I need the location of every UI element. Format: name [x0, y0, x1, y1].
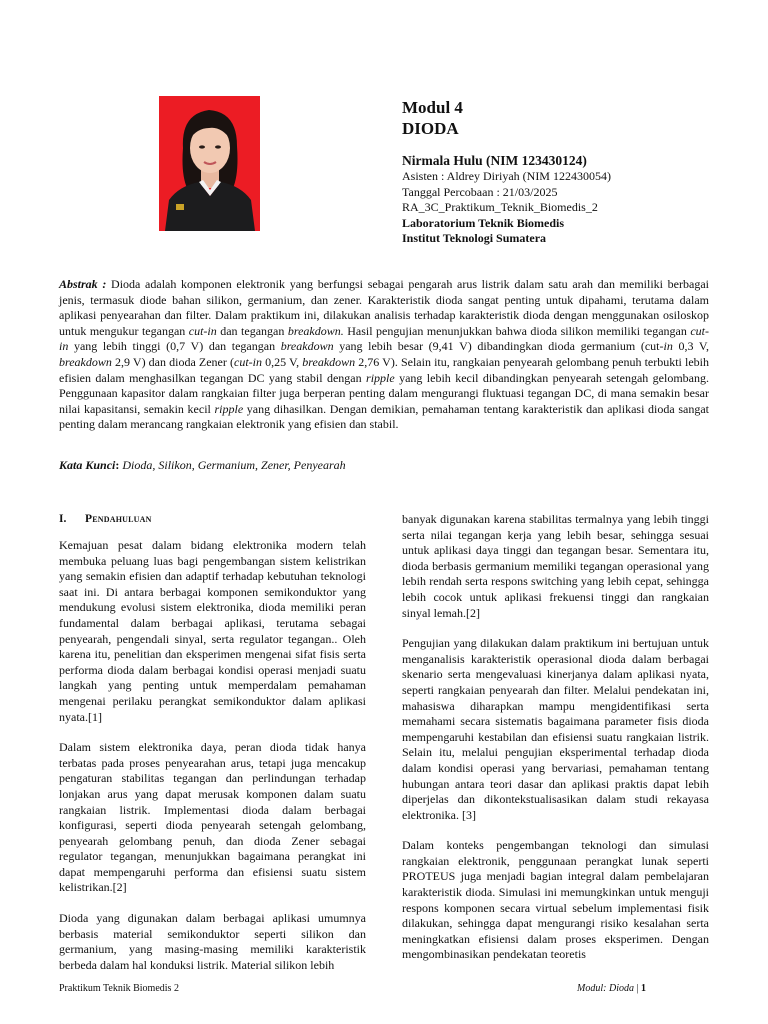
keywords-text: Dioda, Silikon, Germanium, Zener, Penyearah	[119, 458, 346, 472]
abstract-text: dan tegangan	[216, 323, 288, 338]
footer-page-info	[577, 983, 646, 995]
paragraph: Dalam sistem elektronika daya, peran dioda tidak hanya terbatas pada proses penyearahan arus, tetapi juga mencakup pengaturan stabilitas tegangan dan perlindungan terhadap lonjakan arus yang dapat merusak komponen dalam suatu rangkaian listrik. Implementasi dioda dalam berbagai konfigurasi, seperti dioda penyearah setengah gelombang, penyearah gelombang penuh, dan dioda Zener sebagai regulator tegangan, menunjukkan bagaimana perangkat ini dapat mempengaruhi performa dan efisiensi suatu sistem kelistrikan.[2]	[59, 740, 366, 895]
module-title: DIODA	[402, 119, 459, 138]
paragraph: Pengujian yang dilakukan dalam praktikum ini bertujuan untuk menganalisis karakteristik operasional dioda dalam berbagai skenario serta mengevaluasi kinerjanya dalam aplikasi nyata, seperti rangkaian penyearah dan filter. Melalui pendekatan ini, mahasiswa diharapkan mampu mengidentifikasi serta memahami secara sistematis bagaimana parameter fisis dioda mempengaruhi kestabilan dan efisiensi suatu rangkaian listrik. Selain itu, melalui pengujian eksperimental terhadap dioda dalam kondisi operasi yang bervariasi, pemahaman tentang hubungan antara teori dasar dan aplikasi praktis dapat lebih diperjelas dan dikontekstualisasikan dalam studi rekayasa elektronika. [3]	[402, 636, 709, 822]
abstract-text: 2,76 V). Selain itu, rangkaian penyearah gelombang penuh terbukti lebih efisien dalam menghasilkan tegangan DC yang stabil dengan	[59, 354, 710, 385]
section-heading-pendahuluan	[59, 512, 366, 526]
assistant-line: Asisten : Aldrey Diriyah (NIM 122430054)	[402, 169, 611, 183]
right-column	[402, 512, 709, 978]
section-number: I.	[59, 513, 67, 525]
abstract-text: 0,25 V,	[262, 354, 303, 369]
paragraph: Dalam konteks pengembangan teknologi dan simulasi rangkaian elektronik, penggunaan perangkat lunak seperti PROTEUS juga menjadi bagian integral dalam pembelajaran karakteristik dioda. Simulasi ini memungkinkan untuk menguji respons komponen secara virtual sebelum implementasi fisik dilakukan, sehingga dapat mengurangi risiko kesalahan serta meningkatkan efisiensi dalam proses eksperimen. Dengan mengombinasikan pendekatan teoretis	[402, 838, 709, 962]
abstract-text: 2,9 V) dan dioda Zener (	[111, 354, 234, 369]
section-title: Pendahuluan	[85, 513, 152, 525]
abstract-term: cut-in	[59, 323, 709, 354]
abstract-text: Hasil pengujian menunjukkan bahwa dioda silikon memiliki tegangan	[343, 323, 691, 338]
abstract-term: cut-in	[188, 323, 217, 338]
date-line: Tanggal Percobaan : 21/03/2025	[402, 184, 558, 199]
abstract-term: ripple	[214, 401, 244, 416]
abstract-label: Abstrak :	[59, 277, 107, 291]
keywords-colon: :	[115, 458, 120, 472]
institute-line: Institut Teknologi Sumatera	[402, 231, 547, 245]
abstract-text: yang lebih tinggi (0,7 V) dan tegangan	[68, 339, 281, 354]
footer-module-label: Modul: Dioda	[577, 983, 634, 994]
paragraph: Dioda yang digunakan dalam berbagai aplikasi umumnya berbasis material semikonduktor seperti silikon dan germanium, yang masing-masing memiliki karakteristik berbeda dalam hal konduksi listrik. Material silikon lebih	[59, 911, 366, 972]
page-number: 1	[641, 983, 646, 994]
abstract-text: 0,3 V,	[672, 339, 709, 354]
keywords-label: Kata Kunci	[59, 458, 116, 472]
module-number: Modul 4	[402, 98, 463, 117]
abstract-term: breakdown	[302, 354, 356, 369]
abstract-text: yang lebih kecil dibandingkan penyearah setengah gelombang. Penggunaan kapasitor dalam rangkaian filter juga berperan penting dalam mengurangi fluktuasi tegangan DC, di mana semakin besar nilai kapasitansi, semakin kecil	[59, 370, 709, 416]
keywords	[59, 457, 709, 473]
paper-header	[402, 97, 732, 247]
footer-course: Praktikum Teknik Biomedis 2	[59, 983, 179, 994]
class-code-line: RA_3C_Praktikum_Teknik_Biomedis_2	[402, 200, 598, 214]
left-column	[59, 512, 366, 988]
abstract-term: in	[663, 339, 673, 354]
portrait-image	[159, 96, 260, 231]
abstract	[59, 277, 709, 433]
author-name: Nirmala Hulu (NIM 123430124)	[402, 153, 587, 168]
footer-separator: |	[633, 983, 641, 994]
abstract-text: Dioda adalah komponen elektronik yang berfungsi sebagai pengarah arus listrik dalam satu arah dan memiliki berbagai jenis, termasuk diode bahan silikon, germanium, dan zener. Karakteristik dioda sangat penting untuk dipahami, terutama dalam aplikasi penyearahan dan filter. Dalam praktikum ini, dilakukan analisis terhadap karakteristik dioda dengan menggunakan osiloskop untuk mengukur tegangan	[59, 277, 709, 338]
author-photo	[159, 96, 260, 231]
abstract-text: yang lebih besar (9,41 V) dibandingkan dioda germanium (cut-	[333, 339, 664, 354]
paragraph: Kemajuan pesat dalam bidang elektronika modern telah membuka peluang luas bagi pengembangan sistem kelistrikan yang semakin efisien dan adaptif terhadap kebutuhan teknologi saat ini. Di antara berbagai komponen semikonduktor yang mendukung evolusi sistem elektronika, dioda memiliki peran fundamental dalam berbagai aplikasi, terutama sebagai penyearah, pengendali sinyal, serta regulator tegangan.. Oleh karena itu, penelitian dan eksperimen mengenai sifat fisis serta performa dioda dalam berbagai kondisi operasi menjadi suatu langkah yang penting untuk memperdalam pemahaman mengenai perilaku perangkat semikonduktor dalam aplikasi nyata.[1]	[59, 538, 366, 724]
abstract-term: cut-in	[234, 354, 262, 369]
abstract-term: breakdown	[59, 354, 112, 369]
lab-line: Laboratorium Teknik Biomedis	[402, 215, 565, 230]
abstract-term: breakdown	[280, 339, 334, 354]
abstract-term: ripple	[366, 370, 395, 385]
abstract-text: yang dihasilkan. Dengan demikian, pemahaman tentang karakteristik dan aplikasi dioda sangat penting dalam merancang rangkaian elektronik yang efisien dan stabil.	[59, 401, 709, 432]
abstract-term: breakdown.	[287, 323, 344, 338]
paragraph: banyak digunakan karena stabilitas termalnya yang lebih tinggi serta nilai tegangan kerja yang lebih besar, sehingga sesuai untuk aplikasi daya tinggi dan tegangan besar. Sementara itu, dioda berbasis germanium memiliki tegangan operasional yang lebih rendah serta respons switching yang lebih cepat, sehingga lebih cocok untuk aplikasi frekuensi tinggi dan rangkaian sinyal lemah.[2]	[402, 512, 709, 620]
